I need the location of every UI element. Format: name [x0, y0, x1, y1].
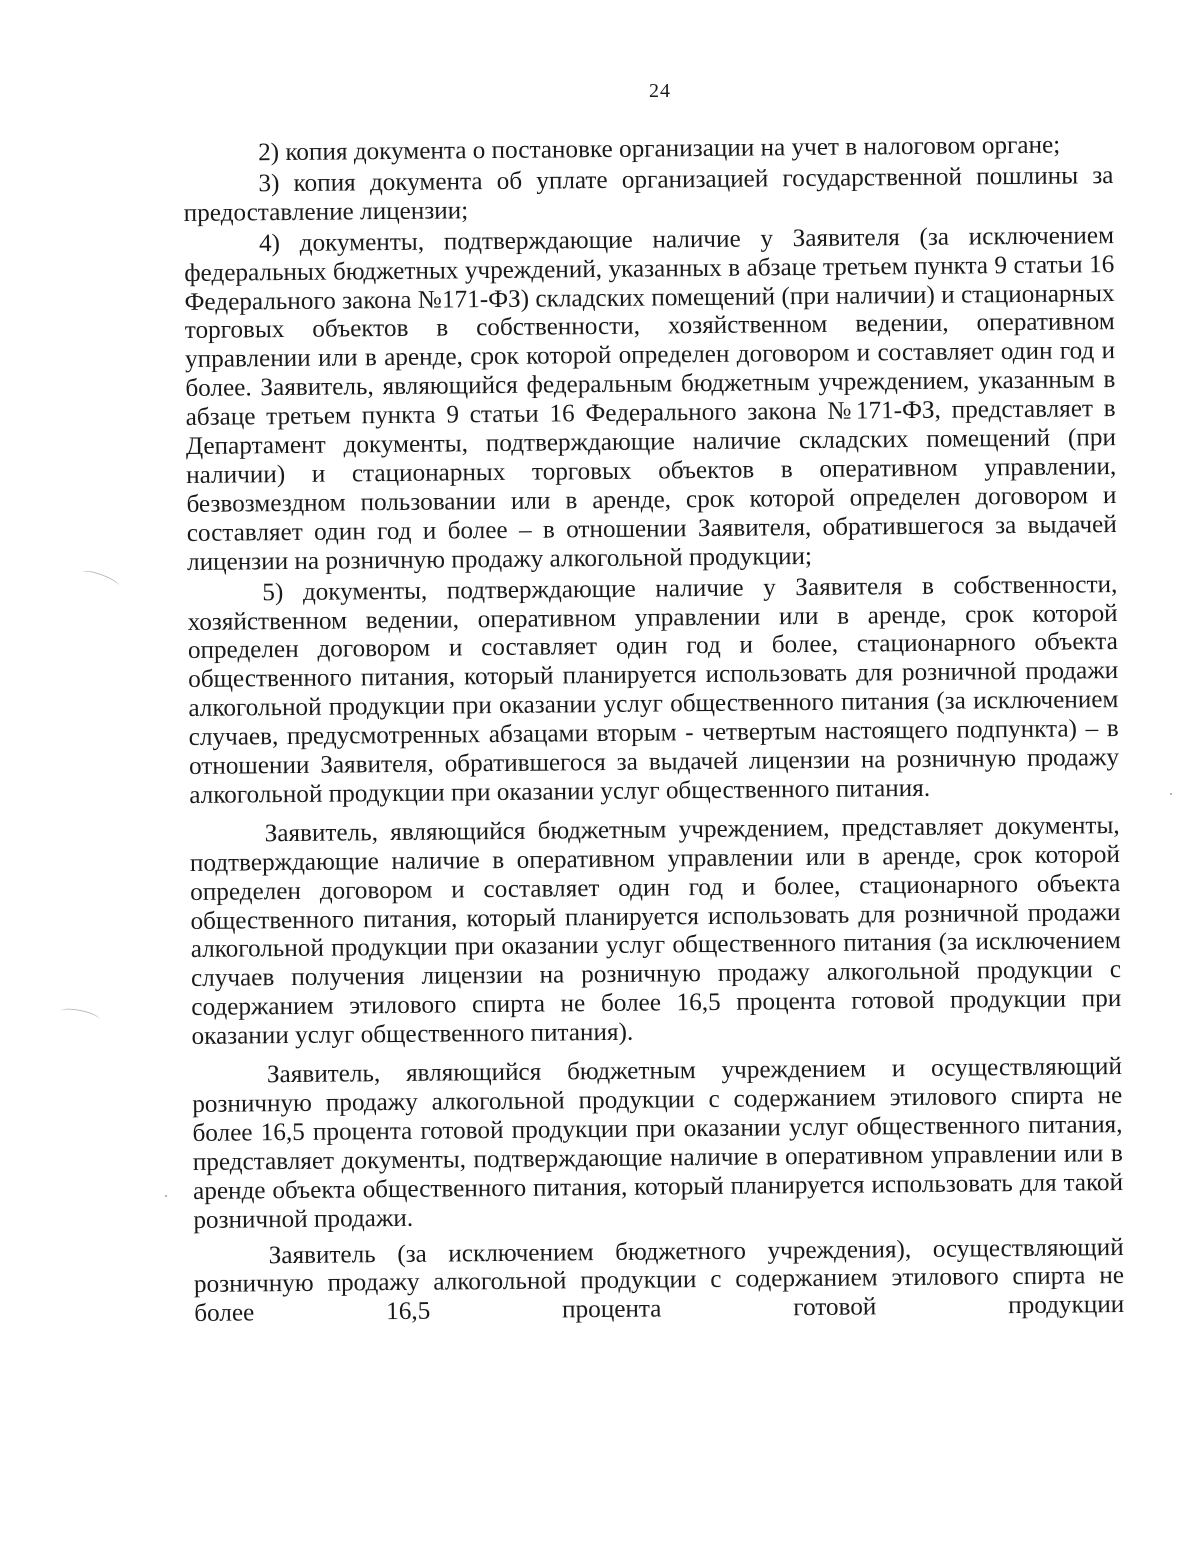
paragraph-applicant-except-budget: Заявитель (за исключением бюджетного учреждения), осуществляющий розничную продажу алкогольной продукции с содержанием этилового спирта не более 16,5 процента готовой продукции [193, 1233, 1125, 1328]
page-number: 24 [649, 80, 671, 102]
scan-artifact [79, 567, 120, 591]
paragraph-budget-institution-low-alcohol: Заявитель, являющийся бюджетным учреждением и осуществляющий розничную продажу алкогольной продукции с содержанием этилового спирта не более 16,5 процента готовой продукции при оказании услуг общественного питания, представляет документы, подтверждающие наличие в оперативном управлении или в аренде объекта общественного питания, который планируется использовать для такой розничной продажи. [192, 1053, 1124, 1234]
paragraph-item-2: 2) копия документа о постановке организации на учет в налоговом органе; [257, 131, 1061, 167]
paragraph-item-5: 5) документы, подтверждающие наличие у Заявителя в собственности, хозяйственном ведении, оперативном управлении или в аренде, срок которой определен договором и составляет один год и более, стационарного объекта общественного питания, который планируется использовать для розничной продажи алкогольной продукции при оказании услуг общественного питания (за исключением случаев, предусмотренных абзацами вторым - четвертым настоящего подпункта) – в отношении Заявителя, обратившегося за выдачей лицензии на розничную продажу алкогольной продукции при оказании услуг общественного питания. [187, 570, 1120, 809]
scan-artifact [165, 1195, 167, 1197]
paragraph-budget-institution: Заявитель, являющийся бюджетным учреждением, представляет документы, подтверждающие наличие в оперативном управлении или в аренде, срок которой определен договором и составляет один год и более, стационарного объекта общественного питания, который планируется использовать для розничной продажи алкогольной продукции при оказании услуг общественного питания (за исключением случаев получения лицензии на розничную продажу алкогольной продукции с содержанием этилового спирта не более 16,5 процента готовой продукции при оказании услуг общественного питания). [189, 811, 1122, 1051]
paragraph-item-4: 4) документы, подтверждающие наличие у Заявителя (за исключением федеральных бюджетных учреждений, указанных в абзаце третьем пункта 9 статьи 16 Федерального закона №171-ФЗ) складских помещений (при наличии) и стационарных торговых объектов в собственности, хозяйственном ведении, оперативном управлении или в аренде, срок которой определен договором и составляет один год и более. Заявитель, являющийся федеральным бюджетным учреждением, указанным в абзаце третьем пункта 9 статьи 16 Федерального закона №171-ФЗ, представляет в Департамент документы, подтверждающие наличие складских помещений (при наличии) и стационарных торговых объектов в оперативном управлении, безвозмездном пользовании или в аренде, срок которой определен договором и составляет один год и более – в отношении Заявителя, обратившегося за выдачей лицензии на розничную продажу алкогольной продукции; [184, 221, 1117, 576]
document-body [183, 131, 1124, 1336]
scan-artifact [59, 1006, 100, 1025]
paragraph-item-3: 3) копия документа об уплате организацией государственной пошлины за предоставление лицензии; [183, 161, 1114, 227]
scan-artifact [1170, 793, 1172, 795]
